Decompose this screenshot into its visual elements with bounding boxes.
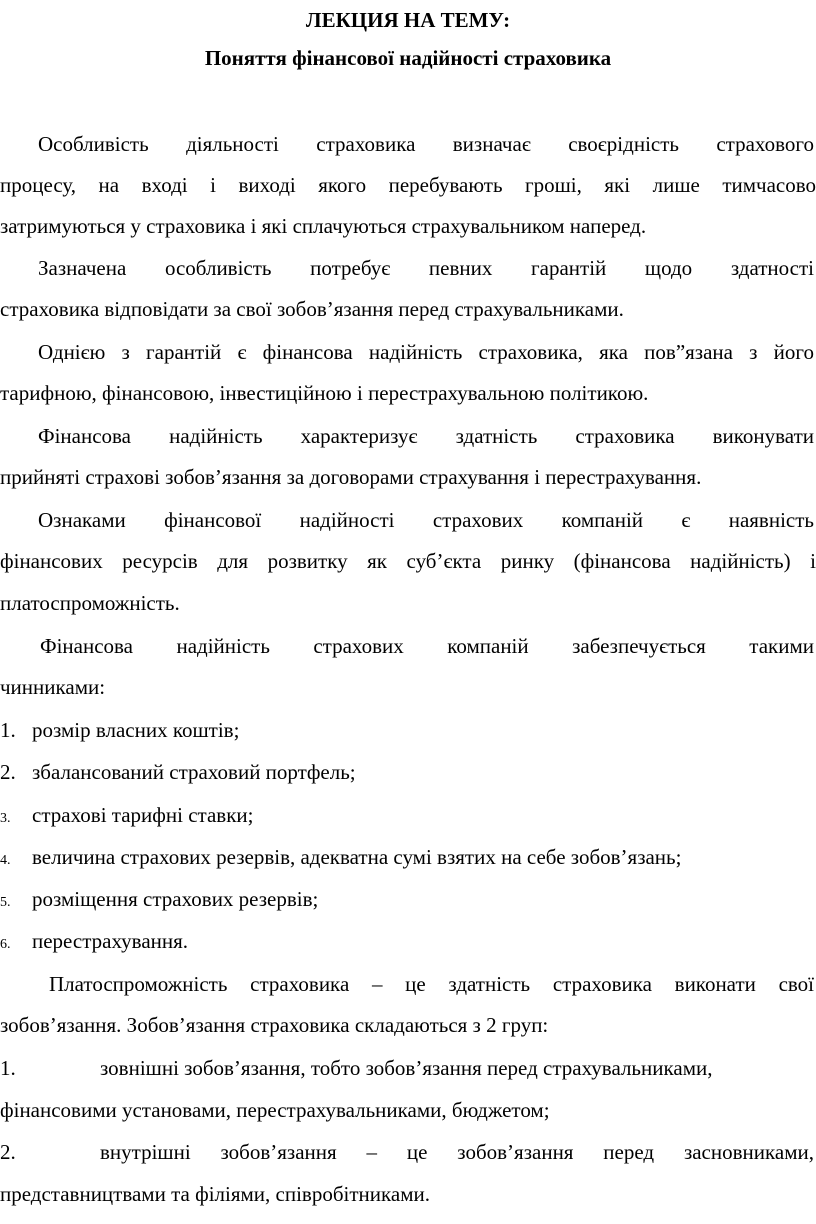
paragraph-5-line-3: платоспроможність. [0, 591, 180, 615]
paragraph-2-line-1: Зазначена особливість потребує певних гарантій щодо здатності [38, 256, 814, 280]
factor-number: 4. [0, 853, 11, 868]
factor-number: 2. [0, 760, 16, 784]
paragraph-3-line-1: Однією з гарантій є фінансова надійність страховика, яка пов”язана з його [38, 340, 814, 364]
obligation-item-2 [0, 1138, 816, 1166]
paragraph-1-line-2: процесу, на вході і виході якого перебувають гроші, які лише тимчасово [0, 173, 816, 197]
factor-number: 3. [0, 811, 11, 826]
solvency-line-1: Платоспроможність страховика – це здатність страховика виконати свої [49, 972, 814, 996]
paragraph-3-line-2: тарифною, фінансовою, інвестиційною і перестрахувальною політикою. [0, 381, 649, 405]
paragraph-5-line-2: фінансових ресурсів для розвитку як суб’єкта ринку (фінансова надійність) і [0, 549, 816, 573]
lecture-title: Поняття фінансової надійності страховика [204, 46, 612, 70]
obligation-item-1 [0, 1054, 816, 1082]
paragraph-5-line-1: Ознаками фінансової надійності страхових компаній є наявність [38, 508, 814, 532]
obligation-text: внутрішні зобов’язання – це зобов’язання перед засновниками, [100, 1140, 814, 1164]
factor-text: збалансований страховий портфель; [32, 760, 356, 784]
paragraph-4-line-2: прийняті страхові зобов’язання за договорами страхування і перестрахування. [0, 465, 702, 489]
paragraph-4-line-1: Фінансова надійність характеризує здатність страховика виконувати [38, 424, 814, 448]
factor-item-3 [0, 801, 816, 829]
factor-number: 6. [0, 937, 11, 952]
factor-text: страхові тарифні ставки; [32, 803, 254, 827]
paragraph-1-line-3: затримуються у страховика і які сплачуються страхувальником наперед. [0, 214, 647, 238]
factor-text: розмір власних коштів; [32, 718, 240, 742]
factor-item-1 [0, 716, 816, 744]
paragraph-2-line-2: страховика відповідати за свої зобов’язання перед страхувальниками. [0, 297, 624, 321]
paragraph-6-line-1: Фінансова надійність страхових компаній забезпечується такими [40, 634, 814, 658]
factor-text: розміщення страхових резервів; [32, 887, 319, 911]
factor-item-4 [0, 843, 816, 871]
solvency-line-2: зобов’язання. Зобов’язання страховика складаються з 2 груп: [0, 1013, 549, 1037]
obligation-number: 1. [0, 1056, 16, 1080]
obligation-item-2-cont: представництвами та філіями, співробітниками. [0, 1182, 430, 1206]
factor-item-2 [0, 758, 816, 786]
factor-item-5 [0, 885, 816, 913]
paragraph-1-line-1: Особливість діяльності страховика визначає своєрідність страхового [38, 132, 814, 156]
factor-number: 1. [0, 718, 16, 742]
obligation-text: зовнішні зобов’язання, тобто зобов’язання перед страхувальниками, [100, 1056, 713, 1080]
lecture-heading: ЛЕКЦИЯ НА ТЕМУ: [305, 8, 511, 32]
obligation-number: 2. [0, 1140, 16, 1164]
paragraph-6-line-2: чинниками: [0, 675, 106, 699]
factor-number: 5. [0, 895, 11, 910]
factor-item-6 [0, 927, 816, 955]
obligation-item-1-cont: фінансовими установами, перестрахувальниками, бюджетом; [0, 1098, 550, 1122]
factor-text: перестрахування. [32, 929, 189, 953]
factor-text: величина страхових резервів, адекватна сумі взятих на себе зобов’язань; [32, 845, 682, 869]
